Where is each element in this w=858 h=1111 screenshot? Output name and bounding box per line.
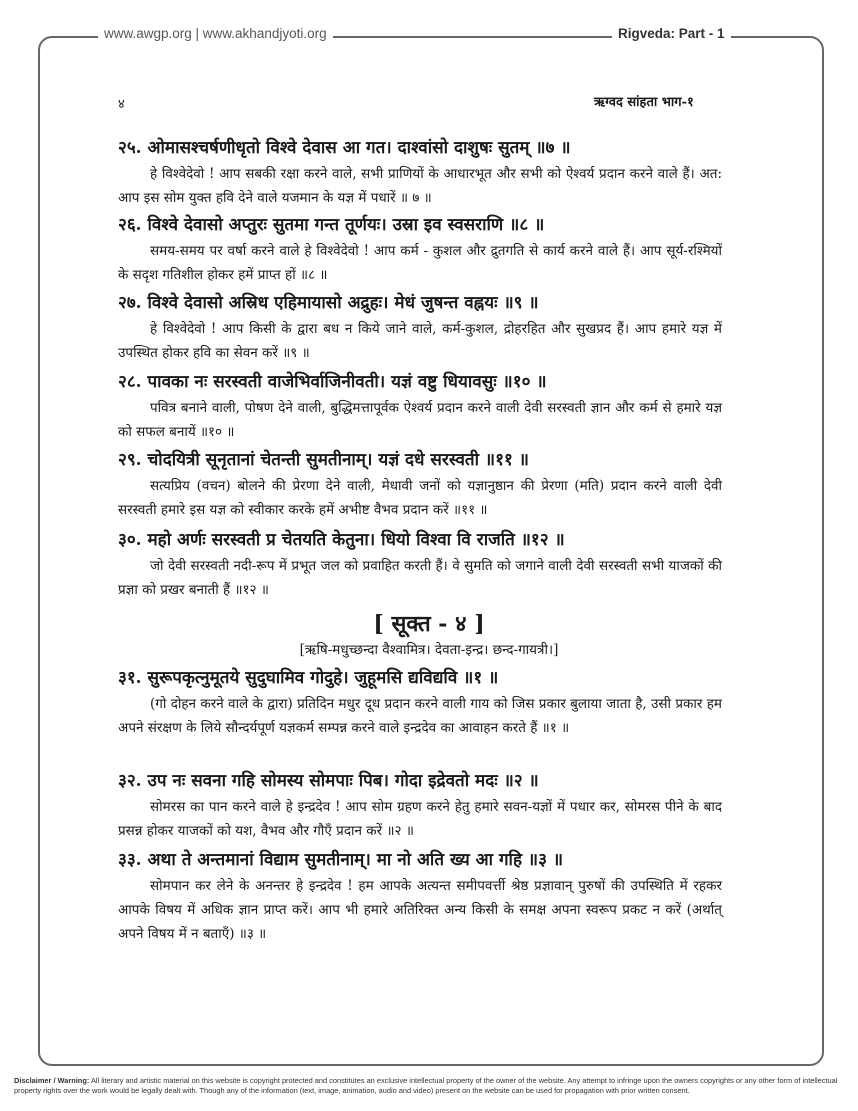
running-head: ऋग्वद सांहता भाग-१ xyxy=(594,95,694,110)
verse-28 xyxy=(118,368,722,444)
verse-31 xyxy=(118,664,722,740)
verse-text: २८. पावका नः सरस्वती वाजेभिर्वाजिनीवती। यज्ञं वष्टु धियावसुः ॥१० ॥ xyxy=(118,372,547,392)
verse-27 xyxy=(118,289,722,365)
site-links[interactable]: www.awgp.org | www.akhandjyoti.org xyxy=(98,26,333,41)
verse-text: ३१. सुरूपकृत्नुमूतये सुदुघामिव गोदुहे। जुहूमसि द्यविद्यवि ॥१ ॥ xyxy=(118,668,499,688)
verse-text: २९. चोदयित्री सूनृतानां चेतन्ती सुमतीनाम्। यज्ञं दधे सरस्वती ॥११ ॥ xyxy=(118,450,529,470)
disclaimer-label: Disclaimer / Warning: xyxy=(14,1076,90,1085)
verse-meaning: हे विश्वेदेवो ! आप सबकी रक्षा करने वाले, सभी प्राणियों के आधारभूत और सभी को ऐश्वर्य प्रदान करने वाले हैं। अत: आप इस सोम युक्त हवि देने वाले यजमान के यज्ञ में पधारें ॥ ७ ॥ xyxy=(118,166,722,206)
sukta-meta: [ऋषि-मधुच्छन्दा वैश्वामित्र। देवता-इन्द्र। छन्द-गायत्री।] xyxy=(299,642,559,658)
verse-meaning: (गो दोहन करने वाले के द्वारा) प्रतिदिन मधुर दूध प्रदान करने वाली गाय को जिस प्रकार बुलाया जाता है, उसी प्रकार हम अपने संरक्षण के लिये सौन्दर्यपूर्ण यज्ञकर्म सम्पन्न करने वाले इन्द्रदेव का आवाहन करते हैं ॥१ ॥ xyxy=(118,696,722,736)
verse-text: ३०. महो अर्णः सरस्वती प्र चेतयति केतुना। धियो विश्वा वि राजति ॥१२ ॥ xyxy=(118,530,565,550)
verse-text: २५. ओमासश्चर्षणीधृतो विश्वे देवास आ गत। दाश्वांसो दाशुषः सुतम् ॥७ ॥ xyxy=(118,138,571,158)
verse-meaning: सोमरस का पान करने वाले हे इन्द्रदेव ! आप सोम ग्रहण करने हेतु हमारे सवन-यज्ञों में पधार कर, सोमरस पीने के बाद प्रसन्न होकर याजकों को यश, वैभव और गौएँ प्रदान करें ॥२ ॥ xyxy=(118,799,722,839)
verse-text: ३२. उप नः सवना गहि सोमस्य सोमपाः पिब। गोदा इद्रेवतो मदः ॥२ ॥ xyxy=(118,771,539,791)
verse-26 xyxy=(118,211,722,287)
verse-29 xyxy=(118,446,722,522)
verse-33 xyxy=(118,846,722,946)
verse-meaning: सत्यप्रिय (वचन) बोलने की प्रेरणा देने वाली, मेधावी जनों को यज्ञानुष्ठान की प्रेरणा (मति) प्रदान करने वाली देवी सरस्वती हमारे इस यज्ञ को स्वीकार करके हमें अभीष्ट वैभव प्रदान करें ॥११ ॥ xyxy=(118,478,722,518)
page-number: ४ xyxy=(118,97,125,112)
verse-meaning: हे विश्वेदेवो ! आप किसी के द्वारा बध न किये जाने वाले, कर्म-कुशल, द्रोहरहित और सुखप्रद हैं। आप हमारे यज्ञ में उपस्थित होकर हवि का सेवन करें ॥९ ॥ xyxy=(118,321,722,361)
verse-meaning: समय-समय पर वर्षा करने वाले हे विश्वेदेवो ! आप कर्म - कुशल और द्रुतगति से कार्य करने वाले हैं। आप सूर्य-रश्मियों के सदृश गतिशील होकर हमें प्राप्त हों ॥८ ॥ xyxy=(118,243,722,283)
verse-meaning: सोमपान कर लेने के अनन्तर हे इन्द्रदेव ! हम आपके अत्यन्त समीपवर्त्ती श्रेष्ठ प्रज्ञावान् पुरुषों की उपस्थिति में रहकर आपके विषय में अधिक ज्ञान प्राप्त करें। आप भी हमारे अतिरिक्त अन्य किसी के समक्ष अपना स्वरूप प्रकट न करें (अर्थात् अपने विषय में न बताएँ) ॥३ ॥ xyxy=(118,878,722,942)
sukta-heading: [ सूक्त - ४ ] xyxy=(373,611,485,637)
verse-32 xyxy=(118,767,722,843)
verse-text: ३३. अथा ते अन्तमानां विद्याम सुमतीनाम्। मा नो अति ख्य आ गहि ॥३ ॥ xyxy=(118,850,564,870)
verse-meaning: जो देवी सरस्वती नदी-रूप में प्रभूत जल को प्रवाहित करती हैं। वे सुमति को जगाने वाली देवी सरस्वती सभी याजकों की प्रज्ञा को प्रखर बनाती हैं ॥१२ ॥ xyxy=(118,558,722,598)
disclaimer xyxy=(14,1076,844,1096)
verse-30 xyxy=(118,526,722,602)
book-title: Rigveda: Part - 1 xyxy=(612,26,731,41)
verse-25 xyxy=(118,134,722,210)
disclaimer-text: All literary and artistic material on this website is copyright protected and constitutes an exclusive intellectual property of the owner of the website. Any attempt to infringe upon the owners copyrights or any other form of intellectual property rights over the work would be legally dealt with. Though any of the information (text, image, animation, audio and video) present on the website can be used for propagation with prior written consent. xyxy=(14,1076,838,1095)
verse-text: २६. विश्वे देवासो अप्तुरः सुतमा गन्त तूर्णयः। उस्रा इव स्वसराणि ॥८ ॥ xyxy=(118,215,545,235)
verse-text: २७. विश्वे देवासो अस्रिध एहिमायासो अद्रुहः। मेधं जुषन्त वह्नयः ॥९ ॥ xyxy=(118,293,539,313)
verse-meaning: पवित्र बनाने वाली, पोषण देने वाली, बुद्धिमत्तापूर्वक ऐश्वर्य प्रदान करने वाली देवी सरस्वती ज्ञान और कर्म से हमारे यज्ञ को सफल बनायें ॥१० ॥ xyxy=(118,400,722,440)
